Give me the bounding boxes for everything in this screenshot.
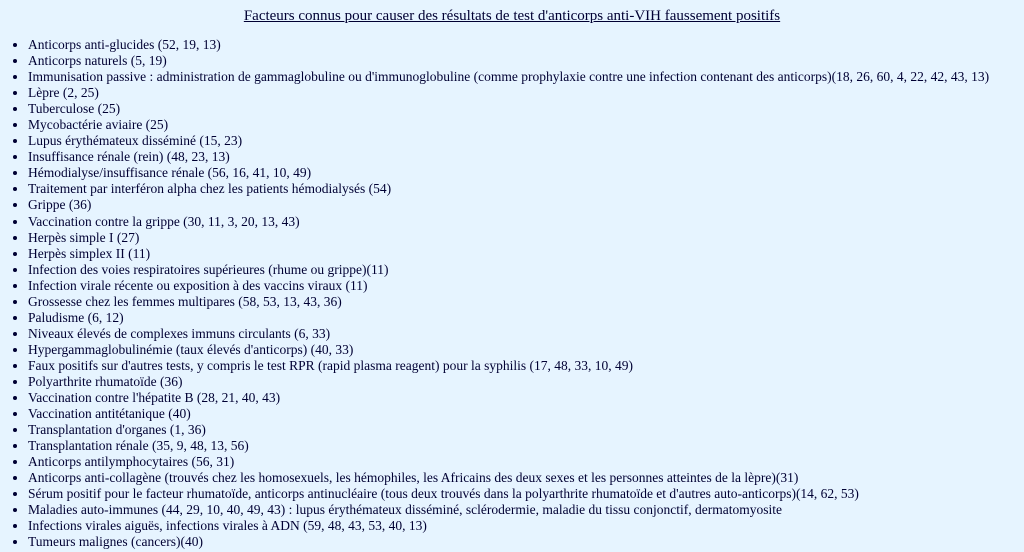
list-item: • Anticorps antilymphocytaires (56, 31) [28, 454, 989, 470]
list-item: • Infection virale récente ou exposition à des vaccins viraux (11) [28, 278, 989, 294]
list-item: • Maladies auto-immunes (44, 29, 10, 40, 49, 43) : lupus érythémateux disséminé, sclérodermie, maladie du tissu conjonctif, dermatomyosite [28, 502, 989, 518]
page-title-link[interactable]: Facteurs connus pour causer des résultats de test d'anticorps anti-VIH faussement positifs [243, 8, 781, 24]
list-item: • Paludisme (6, 12) [28, 310, 989, 326]
list-item: • Polyarthrite rhumatoïde (36) [28, 374, 989, 390]
list-item: • Grippe (36) [28, 197, 989, 213]
list-item: • Faux positifs sur d'autres tests, y compris le test RPR (rapid plasma reagent) pour la syphilis (17, 48, 33, 10, 49) [28, 358, 989, 374]
list-item: • Mycobactérie aviaire (25) [28, 117, 989, 133]
list-item: • Tumeurs malignes (cancers)(40) [28, 534, 989, 550]
list-item: • Infections virales aiguës, infections virales à ADN (59, 48, 43, 53, 40, 13) [28, 518, 989, 534]
list-item: • Hémodialyse/insuffisance rénale (56, 16, 41, 10, 49) [28, 165, 989, 181]
list-item: • Transplantation rénale (35, 9, 48, 13, 56) [28, 438, 989, 454]
list-item: • Anticorps naturels (5, 19) [28, 53, 989, 69]
list-item: • Hypergammaglobulinémie (taux élevés d'anticorps) (40, 33) [28, 342, 989, 358]
list-item: • Lèpre (2, 25) [28, 85, 989, 101]
list-item: • Lupus érythémateux disséminé (15, 23) [28, 133, 989, 149]
list-item: • Tuberculose (25) [28, 101, 989, 117]
page-title [0, 7, 1024, 25]
list-item: • Herpès simplex II (11) [28, 246, 989, 262]
list-item: • Transplantation d'organes (1, 36) [28, 422, 989, 438]
list-item: • Grossesse chez les femmes multipares (58, 53, 13, 43, 36) [28, 294, 989, 310]
list-item: • Traitement par interféron alpha chez les patients hémodialysés (54) [28, 181, 989, 197]
list-item: • Sérum positif pour le facteur rhumatoïde, anticorps antinucléaire (tous deux trouvés dans la polyarthrite rhumatoïde et d'autres auto-anticorps)(14, 62, 53) [28, 486, 989, 502]
list-item: • Herpès simple I (27) [28, 230, 989, 246]
list-item: • Infection des voies respiratoires supérieures (rhume ou grippe)(11) [28, 262, 989, 278]
list-item: • Vaccination contre la grippe (30, 11, 3, 20, 13, 43) [28, 214, 989, 230]
list-item: • Vaccination contre l'hépatite B (28, 21, 40, 43) [28, 390, 989, 406]
list-item: • Anticorps anti-glucides (52, 19, 13) [28, 37, 989, 53]
list-item: • Insuffisance rénale (rein) (48, 23, 13) [28, 149, 989, 165]
list-item: • Vaccination antitétanique (40) [28, 406, 989, 422]
list-item: • Immunisation passive : administration de gammaglobuline ou d'immunoglobuline (comme prophylaxie contre une infection contenant des anticorps)(18, 26, 60, 4, 22, 42, 43, 13) [28, 69, 989, 85]
list-item: • Anticorps anti-collagène (trouvés chez les homosexuels, les hémophiles, les Africains des deux sexes et les personnes atteintes de la lèpre)(31) [28, 470, 989, 486]
factor-list [0, 37, 989, 551]
list-item: • Niveaux élevés de complexes immuns circulants (6, 33) [28, 326, 989, 342]
